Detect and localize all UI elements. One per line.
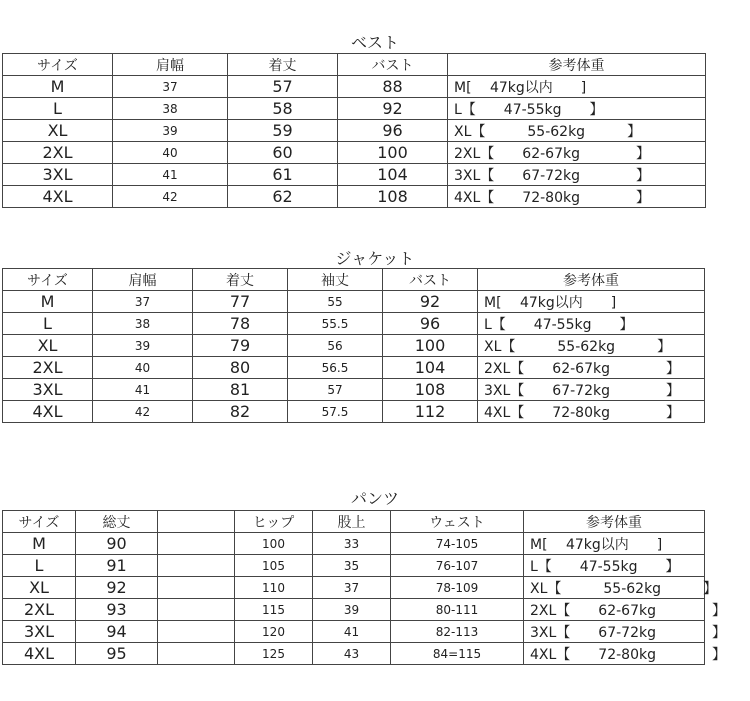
table-row <box>3 98 706 120</box>
shoulder-width-cell: 40 <box>93 357 193 379</box>
size-cell: 3XL <box>3 164 113 186</box>
weight-cell: M[ 47kg以内 ] <box>524 533 705 555</box>
size-cell: XL <box>3 120 113 142</box>
weight-cell: 2XL【 62-67kg 】 <box>478 357 705 379</box>
sleeve-length-cell: 56 <box>288 335 383 357</box>
length-cell: 80 <box>193 357 288 379</box>
size-cell: L <box>3 98 113 120</box>
length-cell: 77 <box>193 291 288 313</box>
waist-cell: 78-109 <box>391 577 524 599</box>
hip-cell: 115 <box>235 599 313 621</box>
total-length-cell: 91 <box>76 555 158 577</box>
size-cell: XL <box>3 335 93 357</box>
size-cell: 2XL <box>3 599 76 621</box>
length-cell: 79 <box>193 335 288 357</box>
table-row <box>3 164 706 186</box>
weight-cell: 2XL【 62-67kg 】 <box>448 142 706 164</box>
rise-cell: 41 <box>313 621 391 643</box>
size-cell: M <box>3 533 76 555</box>
table-row <box>3 621 705 643</box>
table-row <box>3 313 705 335</box>
weight-cell: L【 47-55kg 】 <box>524 555 705 577</box>
header-hip: ヒップ <box>235 511 313 533</box>
total-length-cell: 93 <box>76 599 158 621</box>
size-cell: M <box>3 76 113 98</box>
shoulder-width-cell: 40 <box>113 142 228 164</box>
weight-cell: 3XL【 67-72kg 】 <box>524 621 705 643</box>
sleeve-length-cell: 55.5 <box>288 313 383 335</box>
hip-cell: 120 <box>235 621 313 643</box>
weight-cell: M[ 47kg以内 ] <box>448 76 706 98</box>
header-waist: ウェスト <box>391 511 524 533</box>
weight-cell: 3XL【 67-72kg 】 <box>478 379 705 401</box>
size-cell: M <box>3 291 93 313</box>
length-cell: 81 <box>193 379 288 401</box>
hip-cell: 105 <box>235 555 313 577</box>
header-bust: バスト <box>383 269 478 291</box>
vest-title: ベスト <box>350 33 399 52</box>
shoulder-width-cell: 41 <box>93 379 193 401</box>
size-cell: 4XL <box>3 401 93 423</box>
length-cell: 57 <box>228 76 338 98</box>
shoulder-width-cell: 38 <box>113 98 228 120</box>
waist-cell: 84=115 <box>391 643 524 665</box>
blank-cell <box>158 577 235 599</box>
shoulder-width-cell: 39 <box>113 120 228 142</box>
weight-cell: 3XL【 67-72kg 】 <box>448 164 706 186</box>
bust-cell: 108 <box>338 186 448 208</box>
bust-cell: 96 <box>383 313 478 335</box>
table-row <box>3 291 705 313</box>
table-header-row <box>3 54 706 76</box>
pants-title: パンツ <box>350 489 399 508</box>
length-cell: 78 <box>193 313 288 335</box>
table-row <box>3 555 705 577</box>
blank-cell <box>158 599 235 621</box>
header-sleeve-length: 袖丈 <box>288 269 383 291</box>
jacket-size-table <box>2 268 705 423</box>
sleeve-length-cell: 57.5 <box>288 401 383 423</box>
size-cell: 4XL <box>3 186 113 208</box>
table-row <box>3 401 705 423</box>
rise-cell: 35 <box>313 555 391 577</box>
header-length: 着丈 <box>228 54 338 76</box>
bust-cell: 112 <box>383 401 478 423</box>
waist-cell: 82-113 <box>391 621 524 643</box>
rise-cell: 37 <box>313 577 391 599</box>
header-rise: 股上 <box>313 511 391 533</box>
size-cell: 2XL <box>3 357 93 379</box>
bust-cell: 100 <box>338 142 448 164</box>
size-cell: 3XL <box>3 379 93 401</box>
waist-cell: 74-105 <box>391 533 524 555</box>
weight-cell: XL【 55-62kg 】 <box>478 335 705 357</box>
shoulder-width-cell: 39 <box>93 335 193 357</box>
size-cell: 4XL <box>3 643 76 665</box>
table-row <box>3 335 705 357</box>
bust-cell: 88 <box>338 76 448 98</box>
hip-cell: 110 <box>235 577 313 599</box>
total-length-cell: 90 <box>76 533 158 555</box>
bust-cell: 104 <box>338 164 448 186</box>
length-cell: 62 <box>228 186 338 208</box>
length-cell: 59 <box>228 120 338 142</box>
table-row <box>3 533 705 555</box>
sleeve-length-cell: 56.5 <box>288 357 383 379</box>
table-row <box>3 186 706 208</box>
pants-size-table <box>2 510 726 665</box>
header-reference-weight: 参考体重 <box>524 511 705 533</box>
shoulder-width-cell: 38 <box>93 313 193 335</box>
table-row <box>3 379 705 401</box>
weight-cell: 4XL【 72-80kg 】 <box>448 186 706 208</box>
header-total-length: 総丈 <box>76 511 158 533</box>
shoulder-width-cell: 37 <box>93 291 193 313</box>
bust-cell: 100 <box>383 335 478 357</box>
weight-cell: L【 47-55kg 】 <box>478 313 705 335</box>
shoulder-width-cell: 42 <box>113 186 228 208</box>
length-cell: 58 <box>228 98 338 120</box>
length-cell: 61 <box>228 164 338 186</box>
table-row <box>3 120 706 142</box>
length-cell: 60 <box>228 142 338 164</box>
weight-cell: XL【 55-62kg 】 <box>448 120 706 142</box>
blank-cell <box>158 533 235 555</box>
table-row <box>3 643 705 665</box>
weight-cell: XL【 55-62kg 】 <box>524 577 705 599</box>
table-row <box>3 357 705 379</box>
blank-cell <box>158 643 235 665</box>
shoulder-width-cell: 41 <box>113 164 228 186</box>
table-row <box>3 142 706 164</box>
hip-cell: 100 <box>235 533 313 555</box>
bust-cell: 92 <box>338 98 448 120</box>
weight-cell: 4XL【 72-80kg 】 <box>524 643 705 665</box>
rise-cell: 33 <box>313 533 391 555</box>
waist-cell: 80-111 <box>391 599 524 621</box>
header-bust: バスト <box>338 54 448 76</box>
hip-cell: 125 <box>235 643 313 665</box>
total-length-cell: 94 <box>76 621 158 643</box>
shoulder-width-cell: 42 <box>93 401 193 423</box>
size-cell: L <box>3 555 76 577</box>
weight-cell: L【 47-55kg 】 <box>448 98 706 120</box>
blank-cell <box>158 621 235 643</box>
table-header-row <box>3 511 705 533</box>
size-cell: XL <box>3 577 76 599</box>
header-reference-weight: 参考体重 <box>448 54 706 76</box>
total-length-cell: 95 <box>76 643 158 665</box>
header-shoulder-width: 肩幅 <box>93 269 193 291</box>
weight-cell: 4XL【 72-80kg 】 <box>478 401 705 423</box>
table-row <box>3 76 706 98</box>
header-length: 着丈 <box>193 269 288 291</box>
waist-cell: 76-107 <box>391 555 524 577</box>
sleeve-length-cell: 57 <box>288 379 383 401</box>
weight-cell: M[ 47kg以内 ] <box>478 291 705 313</box>
bust-cell: 96 <box>338 120 448 142</box>
rise-cell: 39 <box>313 599 391 621</box>
vest-size-table <box>2 53 706 208</box>
bust-cell: 104 <box>383 357 478 379</box>
table-row <box>3 577 705 599</box>
blank-cell <box>158 555 235 577</box>
table-header-row <box>3 269 705 291</box>
length-cell: 82 <box>193 401 288 423</box>
size-cell: 3XL <box>3 621 76 643</box>
bust-cell: 92 <box>383 291 478 313</box>
weight-cell: 2XL【 62-67kg 】 <box>524 599 705 621</box>
header-reference-weight: 参考体重 <box>478 269 705 291</box>
header-size: サイズ <box>3 269 93 291</box>
size-cell: L <box>3 313 93 335</box>
sleeve-length-cell: 55 <box>288 291 383 313</box>
shoulder-width-cell: 37 <box>113 76 228 98</box>
header-blank <box>158 511 235 533</box>
total-length-cell: 92 <box>76 577 158 599</box>
size-cell: 2XL <box>3 142 113 164</box>
header-size: サイズ <box>3 54 113 76</box>
header-size: サイズ <box>3 511 76 533</box>
bust-cell: 108 <box>383 379 478 401</box>
jacket-title: ジャケット <box>335 249 415 268</box>
header-shoulder-width: 肩幅 <box>113 54 228 76</box>
rise-cell: 43 <box>313 643 391 665</box>
table-row <box>3 599 705 621</box>
